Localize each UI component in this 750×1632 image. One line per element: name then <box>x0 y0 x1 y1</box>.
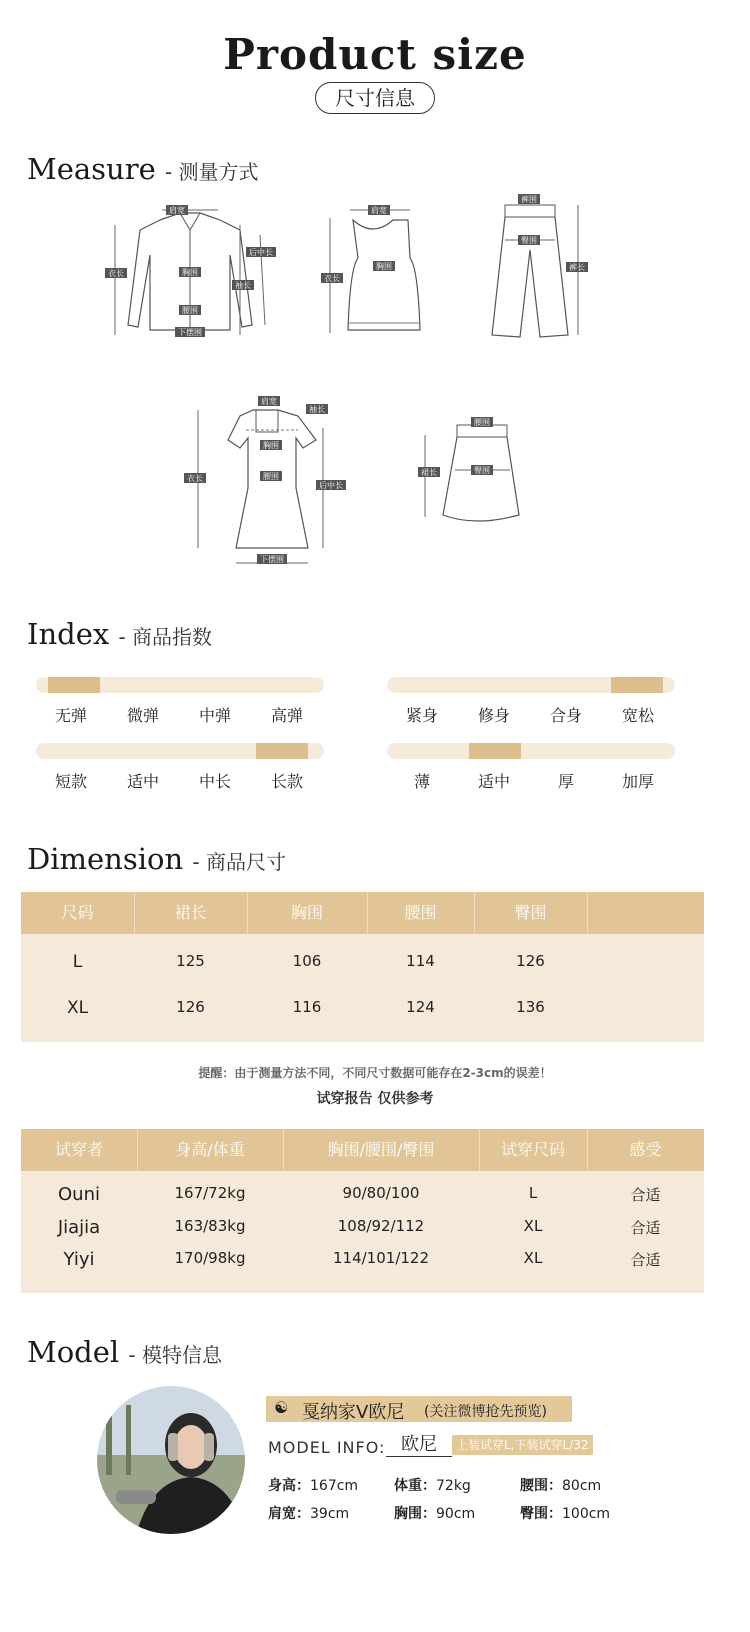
table-header-cell: 感受 <box>629 1140 662 1159</box>
table-header-cell: 胸围 <box>290 903 323 922</box>
pants-diagram <box>480 190 595 345</box>
pants-label-waist: 裤围 <box>521 195 537 204</box>
dress-label-length: 衣长 <box>187 474 203 483</box>
brand-note: (关注微博抢先预览) <box>424 1404 547 1420</box>
index-label: 厚 <box>557 772 574 791</box>
table-cell: Jiajia <box>57 1217 101 1238</box>
measure-note: 提醒：由于测量方法不同，不同尺寸数据可能存在2-3cm的误差！ <box>198 1066 552 1080</box>
index-heading-cn: - 商品指数 <box>118 625 213 649</box>
table-header-cell: 腰围 <box>404 903 437 922</box>
model-info-label: MODEL INFO: <box>268 1438 386 1457</box>
table-cell: 90/80/100 <box>342 1184 420 1202</box>
model-stat <box>268 1475 358 1495</box>
pants-label-hip: 臀围 <box>521 236 537 245</box>
header-divider <box>134 892 135 934</box>
model-stat-value: 167cm <box>310 1478 359 1494</box>
model-heading-en: Model <box>27 1335 120 1369</box>
model-stat <box>520 1503 610 1523</box>
dimension-heading-en: Dimension <box>27 842 184 876</box>
header-divider <box>137 1129 138 1171</box>
index-label: 合身 <box>549 706 582 725</box>
measure-heading <box>27 152 259 186</box>
header-divider <box>474 892 475 934</box>
dress-label-back-length: 后中长 <box>319 481 343 490</box>
measure-heading-cn: - 测量方式 <box>164 160 259 184</box>
table-cell: 108/92/112 <box>337 1217 425 1235</box>
index-label: 适中 <box>477 772 510 791</box>
model-stat <box>520 1475 601 1495</box>
table-cell: 167/72kg <box>174 1184 246 1202</box>
index-heading-en: Index <box>27 617 110 651</box>
model-stat-value: 90cm <box>436 1506 476 1522</box>
shirt-label-hem: 下摆围 <box>178 328 202 337</box>
index-fill <box>611 677 663 693</box>
vest-label-shoulder: 肩宽 <box>371 206 387 215</box>
table-cell: XL <box>523 1249 543 1267</box>
weibo-icon: ☯ <box>274 1398 289 1417</box>
model-stat <box>394 1475 471 1495</box>
dimension-heading <box>27 842 286 876</box>
dress-label-waist: 腰围 <box>263 472 279 481</box>
table-header-cell: 试穿尺码 <box>500 1140 565 1159</box>
page-title: Product size <box>223 30 527 79</box>
table-cell: 136 <box>516 998 545 1016</box>
index-track <box>387 677 675 693</box>
index-track <box>36 743 324 759</box>
model-heading <box>27 1335 222 1369</box>
index-label: 高弹 <box>270 706 303 725</box>
index-fill <box>256 743 308 759</box>
header-divider <box>587 1129 588 1171</box>
model-stat-value: 100cm <box>562 1506 611 1522</box>
table-header-cell: 裙长 <box>174 903 207 922</box>
model-stat-label: 体重： <box>394 1478 436 1494</box>
dress-label-chest: 胸围 <box>263 441 279 450</box>
index-label: 修身 <box>477 706 510 725</box>
table-header-cell: 试穿者 <box>54 1140 103 1159</box>
header-divider <box>247 892 248 934</box>
dress-label-hem: 下摆围 <box>260 555 284 564</box>
skirt-diagram <box>415 415 525 535</box>
table-cell: 170/98kg <box>174 1249 246 1267</box>
model-stat-label: 胸围： <box>394 1506 436 1522</box>
table-cell: 114/101/122 <box>333 1249 429 1267</box>
model-stat-value: 39cm <box>310 1506 350 1522</box>
model-stat-value: 72kg <box>436 1478 471 1494</box>
header-divider <box>587 892 588 934</box>
table-header-cell: 尺码 <box>61 903 94 922</box>
skirt-label-length: 裙长 <box>421 468 437 477</box>
index-label: 薄 <box>413 772 430 791</box>
index-label: 微弹 <box>126 706 159 725</box>
index-label: 短款 <box>54 772 87 791</box>
index-label: 紧身 <box>405 706 438 725</box>
dress-diagram <box>178 388 358 578</box>
index-track <box>387 743 675 759</box>
table-cell: Yiyi <box>63 1249 95 1270</box>
index-label: 无弹 <box>54 706 87 725</box>
table-cell: 116 <box>292 998 322 1016</box>
shirt-label-waist: 腰围 <box>182 306 198 315</box>
table-cell: Ouni <box>58 1184 100 1205</box>
vest-label-length: 衣长 <box>324 274 340 283</box>
table-cell: 114 <box>406 952 435 970</box>
model-name: 欧尼 <box>386 1430 452 1457</box>
shirt-label-chest: 胸围 <box>182 268 198 277</box>
dress-label-shoulder: 肩宽 <box>261 397 277 406</box>
table-body <box>21 934 704 1042</box>
vest-label-chest: 胸围 <box>376 262 392 271</box>
vest-diagram <box>318 198 428 343</box>
table-cell: 126 <box>516 952 545 970</box>
model-try-size: 上装试穿L,下装试穿L/32 <box>452 1435 593 1455</box>
table-cell: XL <box>66 998 89 1018</box>
model-stat-label: 腰围： <box>520 1478 562 1494</box>
table-header-cell: 胸围/腰围/臀围 <box>327 1140 435 1159</box>
table-header-cell: 身高/体重 <box>175 1140 245 1159</box>
table-header-cell: 臀围 <box>514 903 547 922</box>
shirt-label-length: 衣长 <box>108 269 124 278</box>
header-divider <box>479 1129 480 1171</box>
index-heading <box>27 617 212 651</box>
table-cell: 106 <box>292 952 322 970</box>
brand-name: 戛纳家V欧尼 <box>302 1402 405 1423</box>
skirt-label-hip: 臀围 <box>474 466 490 475</box>
model-stat <box>268 1503 349 1523</box>
table-cell: L <box>72 952 83 972</box>
table-cell: 合适 <box>630 1251 661 1269</box>
pants-label-length: 裤长 <box>569 263 585 272</box>
index-label: 加厚 <box>621 772 654 791</box>
skirt-label-waist: 腰围 <box>474 418 490 427</box>
model-stat-label: 身高： <box>268 1478 310 1494</box>
table-cell: 合适 <box>630 1219 661 1237</box>
index-label: 中长 <box>198 772 231 791</box>
table-cell: 125 <box>176 952 205 970</box>
page-subtitle: 尺寸信息 <box>315 82 435 114</box>
trial-report-title: 试穿报告 仅供参考 <box>316 1091 434 1107</box>
model-heading-cn: - 模特信息 <box>128 1343 222 1367</box>
shirt-label-back-length: 后中长 <box>249 248 273 257</box>
model-avatar <box>96 1385 246 1535</box>
table-cell: XL <box>523 1217 543 1235</box>
model-stat <box>394 1503 475 1523</box>
shirt-label-shoulder: 肩宽 <box>169 206 185 215</box>
model-stat-label: 臀围： <box>520 1506 562 1522</box>
index-fill <box>469 743 521 759</box>
index-label: 适中 <box>126 772 159 791</box>
brand-banner <box>266 1396 572 1422</box>
index-label: 宽松 <box>621 706 654 725</box>
dimension-heading-cn: - 商品尺寸 <box>192 850 286 874</box>
table-cell: 合适 <box>630 1186 661 1204</box>
shirt-label-sleeve: 袖长 <box>235 281 251 290</box>
table-cell: L <box>528 1184 538 1202</box>
dress-label-sleeve: 袖长 <box>309 405 325 414</box>
index-fill <box>48 677 100 693</box>
header-divider <box>283 1129 284 1171</box>
header-divider <box>367 892 368 934</box>
shirt-diagram <box>100 195 285 345</box>
measure-heading-en: Measure <box>27 152 156 186</box>
model-stat-value: 80cm <box>562 1478 602 1494</box>
table-cell: 163/83kg <box>174 1217 246 1235</box>
model-stat-label: 肩宽： <box>268 1506 310 1522</box>
table-cell: 124 <box>406 998 435 1016</box>
table-cell: 126 <box>176 998 205 1016</box>
index-label: 中弹 <box>198 706 231 725</box>
index-track <box>36 677 324 693</box>
index-label: 长款 <box>270 772 303 791</box>
